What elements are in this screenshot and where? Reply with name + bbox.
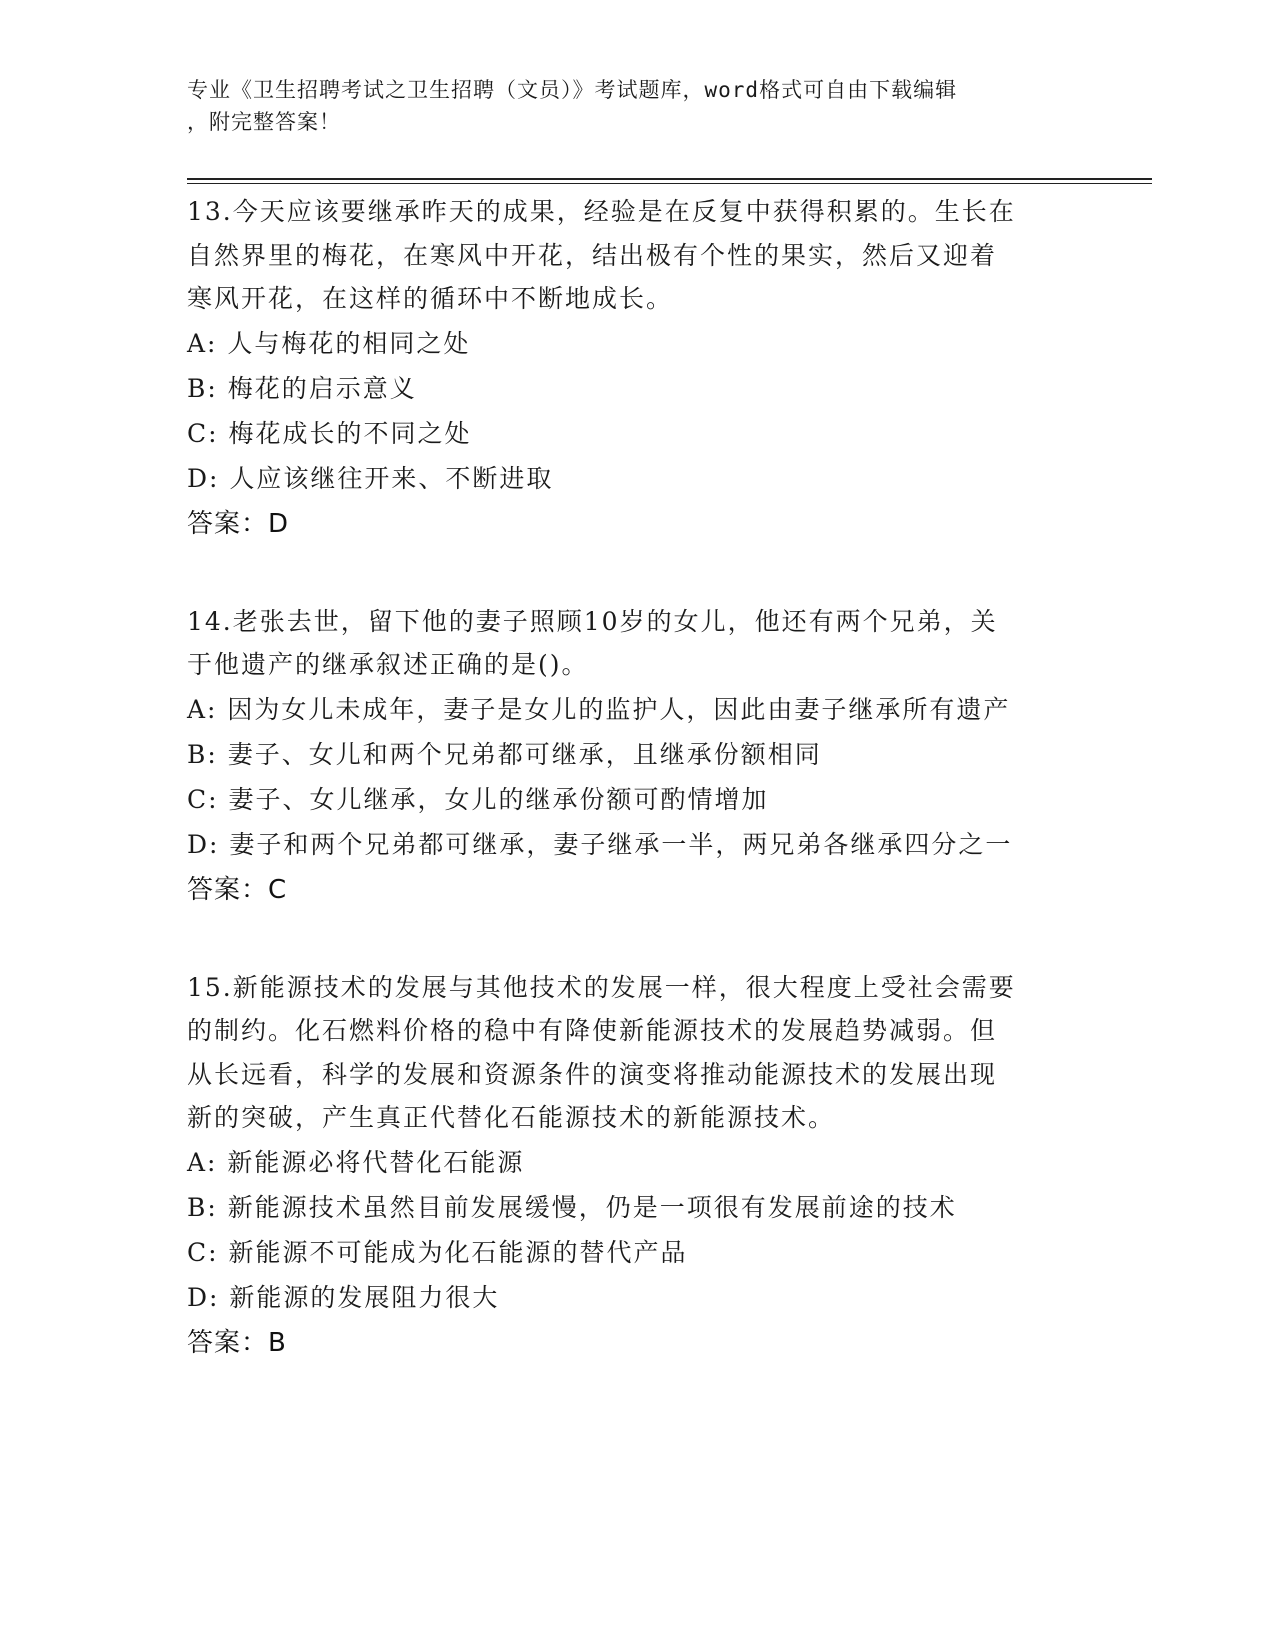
option-b: B: 新能源技术虽然目前发展缓慢，仍是一项很有发展前途的技术 <box>187 1192 957 1222</box>
question-13 <box>187 190 1087 547</box>
option-d: D: 妻子和两个兄弟都可继承，妻子继承一半，两兄弟各继承四分之一 <box>187 829 1013 859</box>
stem-line: 自然界里的梅花，在寒风中开花，结出极有个性的果实，然后又迎着 <box>187 240 998 270</box>
question-14 <box>187 600 1087 913</box>
option-c: C: 梅花成长的不同之处 <box>187 418 472 448</box>
stem-line: 寒风开花，在这样的循环中不断地成长。 <box>187 284 674 313</box>
stem-line: 14.老张去世，留下他的妻子照顾10岁的女儿，他还有两个兄弟，关 <box>187 606 998 636</box>
question-list <box>187 190 1087 1419</box>
question-stem <box>187 600 1087 687</box>
question-stem <box>187 190 1087 321</box>
document-header <box>187 74 1067 138</box>
answer-label: 答案：D <box>187 508 290 539</box>
header-divider-thick <box>187 178 1152 180</box>
option-d: D: 新能源的发展阻力很大 <box>187 1282 500 1312</box>
stem-line: 的制约。化石燃料价格的稳中有降使新能源技术的发展趋势减弱。但 <box>187 1016 998 1045</box>
question-stem <box>187 966 1087 1140</box>
header-line-1: 专业《卫生招聘考试之卫生招聘（文员）》考试题库，word格式可自由下载编辑 <box>187 78 958 102</box>
option-b: B: 梅花的启示意义 <box>187 373 417 403</box>
stem-line: 从长远看，科学的发展和资源条件的演变将推动能源技术的发展出现 <box>187 1059 998 1089</box>
option-a: A: 人与梅花的相同之处 <box>187 328 471 358</box>
stem-line: 新的突破，产生真正代替化石能源技术的新能源技术。 <box>187 1103 836 1132</box>
stem-line: 15.新能源技术的发展与其他技术的发展一样，很大程度上受社会需要 <box>187 972 1016 1002</box>
answer-label: 答案：C <box>187 874 288 905</box>
option-a: A: 因为女儿未成年，妻子是女儿的监护人，因此由妻子继承所有遗产 <box>187 694 1011 724</box>
header-divider-thin <box>187 183 1152 184</box>
option-c: C: 新能源不可能成为化石能源的替代产品 <box>187 1237 688 1267</box>
stem-line: 13.今天应该要继承昨天的成果，经验是在反复中获得积累的。生长在 <box>187 197 1016 226</box>
option-b: B: 妻子、女儿和两个兄弟都可继承，且继承份额相同 <box>187 739 822 769</box>
question-15 <box>187 966 1087 1366</box>
answer-label: 答案：B <box>187 1327 287 1358</box>
header-line-2: ，附完整答案！ <box>187 110 341 134</box>
option-d: D: 人应该继往开来、不断进取 <box>187 463 554 493</box>
stem-line: 于他遗产的继承叙述正确的是()。 <box>187 650 589 679</box>
option-a: A: 新能源必将代替化石能源 <box>187 1147 525 1177</box>
option-c: C: 妻子、女儿继承，女儿的继承份额可酌情增加 <box>187 784 769 814</box>
